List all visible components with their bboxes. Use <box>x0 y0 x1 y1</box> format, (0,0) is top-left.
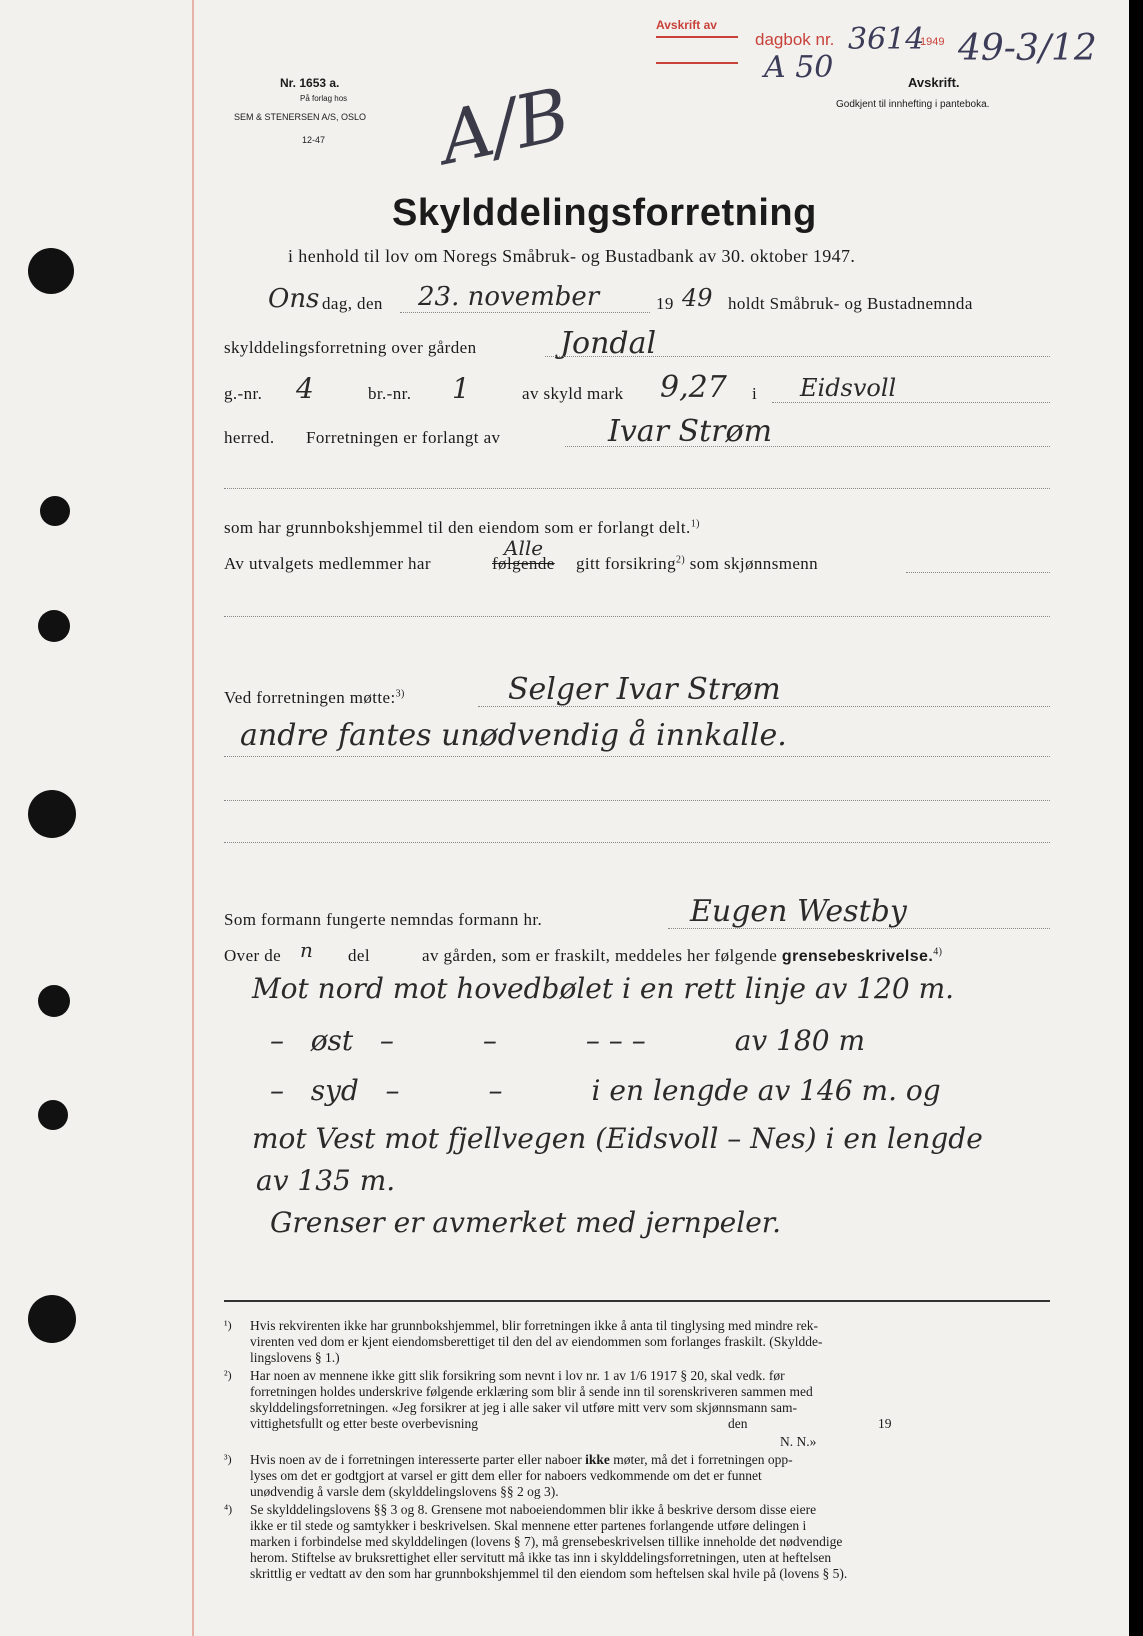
grunnbok-text <box>224 518 700 538</box>
date-line <box>400 312 650 313</box>
footnote-1-line: virenten ved dom er kjent eiendomsberettiget til den del av eiendommen som forlanges fraskilt. (Skyldde- <box>250 1334 823 1349</box>
gard-text-body: av gården, som er fraskilt, meddeles her følgende <box>422 946 778 965</box>
footnote-1-line: lingslovens § 1.) <box>250 1350 340 1365</box>
grunnbok-text-body: som har grunnbokshjemmel til den eiendom som er forlangt delt. <box>224 518 691 537</box>
utvalg-prefix: Av utvalgets medlemmer har <box>224 554 431 573</box>
boundary-line: av 135 m. <box>256 1164 396 1197</box>
forlangt-label: Forretningen er forlangt av <box>306 428 501 447</box>
handwritten-initials: A/B <box>432 71 577 181</box>
gard-text <box>422 946 942 966</box>
formann-label: Som formann fungerte nemndas formann hr. <box>224 910 543 929</box>
skyld-value: 9,27 <box>660 370 727 405</box>
formann-name: Eugen Westby <box>690 894 907 929</box>
year-printed: 19 <box>656 294 674 313</box>
motte-line-1: Selger Ivar Strøm <box>508 672 781 707</box>
over-garden-label: skylddelingsforretning over gården <box>224 338 477 357</box>
motte-dotline-2 <box>224 756 1050 757</box>
requester-line <box>565 446 1050 447</box>
holdt-text: holdt Småbruk- og Bustadnemnda <box>728 294 973 313</box>
binder-hole <box>28 790 76 838</box>
stamp-struck-lines <box>656 36 738 64</box>
footnote-2-line: forretningen holdes underskrive følgende erklæring som blir å sende inn til sorenskriveren sammen med <box>250 1384 813 1399</box>
footnote-2-year: 19 <box>878 1416 892 1431</box>
handwritten-stamp-extra: 49-3/12 <box>958 28 1097 69</box>
del-label: del <box>348 946 370 965</box>
footnote-mark: ³) <box>224 1452 232 1466</box>
utvalg-line <box>906 572 1050 573</box>
footnote-4-line: ikke er til stede og samtykker i beskrivelsen. Skal mennene etter partenes forlangende utføre delingen i <box>250 1518 807 1533</box>
print-code: 12-47 <box>302 135 326 145</box>
footnote-2-line: vittighetsfullt og etter beste overbevisning <box>250 1416 478 1431</box>
i-label: i <box>752 384 758 403</box>
footnote-4-line: marken i forbindelse med skylddelingen (lovens § 7), må grensebeskrivelsen tillike inneholde det nødvendige <box>250 1534 843 1549</box>
publisher-prefix: På forlag hos <box>300 94 348 103</box>
motte-dotline-4 <box>224 842 1050 843</box>
motte-dotline-1 <box>478 706 1050 707</box>
gnr-value: 4 <box>296 372 314 405</box>
date-handwritten: 23. november <box>418 282 600 312</box>
utvalg-suffix <box>576 554 818 574</box>
archive-reference: A 50 <box>764 50 834 85</box>
avskrift-label: Avskrift. <box>908 75 960 90</box>
footnote-3-line <box>250 1452 793 1468</box>
footnote-ref-1: 1) <box>690 518 700 530</box>
binder-hole <box>28 248 74 294</box>
binder-hole <box>38 985 70 1017</box>
footnote-3-line: lyses om det er godtgjort at varsel er gitt dem eller for naboers vedkommende om det er funnet <box>250 1468 762 1483</box>
footnote-3-line: unødvendig å varsle dem (skylddelingslovens §§ 2 og 3). <box>250 1484 559 1499</box>
footnote-mark: ¹) <box>224 1318 232 1332</box>
boundary-line: – øst – – – – – av 180 m <box>270 1024 865 1057</box>
binder-hole <box>38 1100 68 1130</box>
binder-hole <box>28 1295 76 1343</box>
stamp-dagbok-nr: dagbok nr. <box>755 30 835 49</box>
form-number: Nr. 1653 a. <box>280 76 340 90</box>
over-de-handwritten: n <box>300 938 313 962</box>
footnote-4-line: skrittlig er vedtatt av den som har grunnbokshjemmel til den eiendom som heftelsen skal hvile på (lovens § 5). <box>250 1566 848 1581</box>
footnote-1-line: Hvis rekvirenten ikke har grunnbokshjemmel, blir forretningen ikke å anta til tinglysing med mindre rek- <box>250 1318 818 1333</box>
day-handwritten: Ons <box>268 284 320 314</box>
dagbok-number: 3614 <box>848 22 925 57</box>
blank-line <box>224 488 1050 489</box>
footnote-separator <box>224 1300 1050 1302</box>
footnote-3-rest: møter, må det i forretningen opp- <box>613 1452 793 1467</box>
page-title: Skylddelingsforretning <box>392 192 817 234</box>
utvalg-suffix-text: gitt forsikring <box>576 554 676 573</box>
bnr-value: 1 <box>452 372 470 405</box>
skyld-label: av skyld mark <box>522 384 624 403</box>
boundary-line: Mot nord mot hovedbølet i en rett linje av 120 m. <box>252 972 955 1005</box>
grensebeskrivelse-label: grensebeskrivelse. <box>781 948 934 965</box>
footnote-4-line: Se skylddelingslovens §§ 3 og 8. Grensene mot naboeiendommen blir ikke å beskrive dersom disse eiere <box>250 1502 817 1517</box>
binder-hole <box>40 496 70 526</box>
footnote-ref-3: 3) <box>395 688 405 700</box>
footnote-ref-4: 4) <box>933 946 943 958</box>
utvalg-end-text: som skjønnsmenn <box>689 554 819 573</box>
requester: Ivar Strøm <box>608 414 773 449</box>
footnote-ref-2: 2) <box>675 554 686 566</box>
footnote-3-bold: ikke <box>585 1452 610 1467</box>
motte-dotline-3 <box>224 800 1050 801</box>
herred-label: herred. <box>224 428 275 447</box>
footnote-3-start: Hvis noen av de i forretningen interesserte parter eller naboer <box>250 1452 582 1467</box>
motte-label <box>224 688 405 708</box>
gnr-label: g.-nr. <box>224 384 263 403</box>
blank-line <box>224 616 1050 617</box>
stamp-avskrift-av: Avskrift av <box>656 18 717 32</box>
formann-line <box>668 928 1050 929</box>
farm-name: Jondal <box>560 326 657 361</box>
municipality: Eidsvoll <box>800 374 897 402</box>
over-de-label: Over de <box>224 946 282 965</box>
footnote-2-signature: N. N.» <box>780 1434 817 1449</box>
footnote-mark: ⁴) <box>224 1502 233 1516</box>
footnote-4-line: herom. Stiftelse av bruksrettighet eller servitutt må ikke tas inn i skylddelingsforretningen, uten at heftelsen <box>250 1550 832 1565</box>
publisher: SEM & STENERSEN A/S, OSLO <box>234 112 367 122</box>
footnote-2-line: Har noen av mennene ikke gitt slik forsikring som nevnt i lov nr. 1 av 1/6 1917 § 20, skal vedk. før <box>250 1368 785 1383</box>
year-handwritten: 49 <box>682 284 713 312</box>
footnote-2-line: skylddelingsforretningen. «Jeg forsikrer at jeg i alle saker vil utføre mitt verv som skjønnsmann sam- <box>250 1400 798 1415</box>
dag-den-label: dag, den <box>322 294 383 313</box>
boundary-line: – syd – – i en lengde av 146 m. og <box>270 1074 941 1107</box>
binder-hole <box>38 610 70 642</box>
bnr-label: br.-nr. <box>368 384 412 403</box>
godkjent-text: Godkjent til innhefting i panteboka. <box>836 99 990 110</box>
municipality-line <box>772 402 1050 403</box>
stamp-year: 1949 <box>920 36 945 48</box>
utvalg-handwritten: Alle <box>504 536 544 560</box>
utvalg-struck: følgende <box>492 554 555 573</box>
boundary-line: mot Vest mot fjellvegen (Eidsvoll – Nes) i en lengde <box>252 1122 983 1155</box>
page-subtitle: i henhold til lov om Noregs Småbruk- og Bustadbank av 30. oktober 1947. <box>288 246 856 266</box>
footnote-2-den: den <box>728 1416 748 1431</box>
farm-line <box>545 356 1050 357</box>
motte-label-text: Ved forretningen møtte: <box>224 688 396 707</box>
boundary-line: Grenser er avmerket med jernpeler. <box>270 1206 781 1239</box>
margin-rule <box>192 0 194 1636</box>
motte-line-2: andre fantes unødvendig å innkalle. <box>240 718 787 753</box>
footnote-mark: ²) <box>224 1368 232 1382</box>
